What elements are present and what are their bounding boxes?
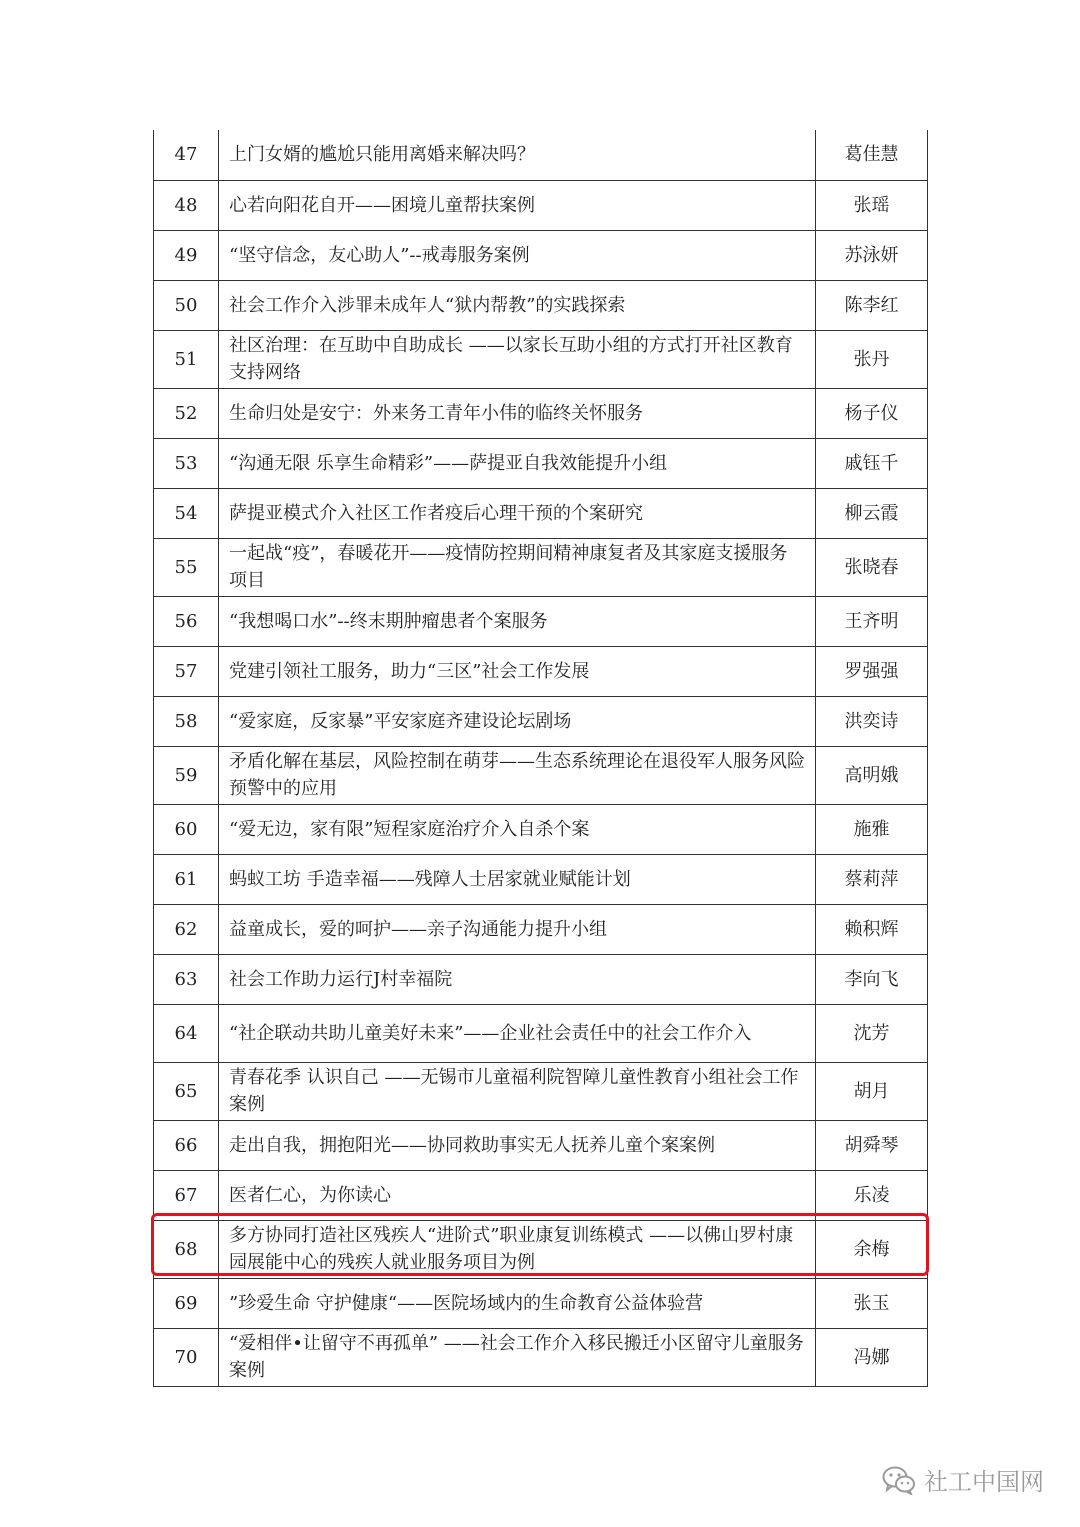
author-name: 冯娜 bbox=[816, 1328, 928, 1386]
table-row bbox=[154, 130, 928, 180]
case-list-body bbox=[154, 130, 928, 1386]
case-title: “爱无边，家有限”短程家庭治疗介入自杀个案 bbox=[219, 804, 816, 854]
case-title: 心若向阳花自开——困境儿童帮扶案例 bbox=[219, 180, 816, 230]
author-name: 张晓春 bbox=[816, 538, 928, 596]
case-title: 社会工作助力运行J村幸福院 bbox=[219, 954, 816, 1004]
case-title: 多方协同打造社区残疾人“进阶式”职业康复训练模式 ——以佛山罗村康园展能中心的残疾人就业服务项目为例 bbox=[219, 1220, 816, 1278]
wechat-icon bbox=[882, 1465, 916, 1495]
case-title: 医者仁心，为你读心 bbox=[219, 1170, 816, 1220]
case-title: ”珍爱生命 守护健康“——医院场域内的生命教育公益体验营 bbox=[219, 1278, 816, 1328]
author-name: 柳云霞 bbox=[816, 488, 928, 538]
table-row bbox=[154, 1004, 928, 1062]
row-number: 62 bbox=[154, 904, 219, 954]
table-row bbox=[154, 180, 928, 230]
author-name: 王齐明 bbox=[816, 596, 928, 646]
author-name: 高明娥 bbox=[816, 746, 928, 804]
row-number: 52 bbox=[154, 388, 219, 438]
case-title: 社会工作介入涉罪未成年人“狱内帮教”的实践探索 bbox=[219, 280, 816, 330]
case-title: 青春花季 认识自己 ——无锡市儿童福利院智障儿童性教育小组社会工作案例 bbox=[219, 1062, 816, 1120]
table-row bbox=[154, 1278, 928, 1328]
table-row bbox=[154, 954, 928, 1004]
author-name: 罗强强 bbox=[816, 646, 928, 696]
table-row bbox=[154, 696, 928, 746]
author-name: 胡月 bbox=[816, 1062, 928, 1120]
row-number: 56 bbox=[154, 596, 219, 646]
table-row bbox=[154, 1120, 928, 1170]
author-name: 余梅 bbox=[816, 1220, 928, 1278]
table-row bbox=[154, 804, 928, 854]
row-number: 53 bbox=[154, 438, 219, 488]
author-name: 沈芳 bbox=[816, 1004, 928, 1062]
author-name: 张丹 bbox=[816, 330, 928, 388]
author-name: 赖积辉 bbox=[816, 904, 928, 954]
case-title: 社区治理：在互助中自助成长 ——以家长互助小组的方式打开社区教育支持网络 bbox=[219, 330, 816, 388]
table-row bbox=[154, 854, 928, 904]
row-number: 60 bbox=[154, 804, 219, 854]
author-name: 葛佳慧 bbox=[816, 130, 928, 180]
row-number: 66 bbox=[154, 1120, 219, 1170]
table-row bbox=[154, 1328, 928, 1386]
table-row bbox=[154, 646, 928, 696]
case-title: “坚守信念，友心助人”--戒毒服务案例 bbox=[219, 230, 816, 280]
table-row bbox=[154, 488, 928, 538]
table-row bbox=[154, 904, 928, 954]
row-number: 47 bbox=[154, 130, 219, 180]
table-row bbox=[154, 230, 928, 280]
case-title: 矛盾化解在基层，风险控制在萌芽——生态系统理论在退役军人服务风险预警中的应用 bbox=[219, 746, 816, 804]
table-row bbox=[154, 388, 928, 438]
row-number: 50 bbox=[154, 280, 219, 330]
table-row bbox=[154, 1062, 928, 1120]
case-title: 党建引领社工服务，助力“三区”社会工作发展 bbox=[219, 646, 816, 696]
author-name: 戚钰千 bbox=[816, 438, 928, 488]
row-number: 48 bbox=[154, 180, 219, 230]
row-number: 70 bbox=[154, 1328, 219, 1386]
author-name: 施雅 bbox=[816, 804, 928, 854]
author-name: 蔡莉萍 bbox=[816, 854, 928, 904]
row-number: 49 bbox=[154, 230, 219, 280]
row-number: 63 bbox=[154, 954, 219, 1004]
case-title: 萨提亚模式介入社区工作者疫后心理干预的个案研究 bbox=[219, 488, 816, 538]
case-title: 蚂蚁工坊 手造幸福——残障人士居家就业赋能计划 bbox=[219, 854, 816, 904]
case-title: “社企联动共助儿童美好未来”——企业社会责任中的社会工作介入 bbox=[219, 1004, 816, 1062]
row-number: 68 bbox=[154, 1220, 219, 1278]
case-title: 上门女婿的尴尬只能用离婚来解决吗？ bbox=[219, 130, 816, 180]
author-name: 李向飞 bbox=[816, 954, 928, 1004]
author-name: 乐凌 bbox=[816, 1170, 928, 1220]
row-number: 59 bbox=[154, 746, 219, 804]
author-name: 胡舜琴 bbox=[816, 1120, 928, 1170]
row-number: 69 bbox=[154, 1278, 219, 1328]
table-row bbox=[154, 538, 928, 596]
author-name: 洪奕诗 bbox=[816, 696, 928, 746]
author-name: 陈李红 bbox=[816, 280, 928, 330]
table-row bbox=[154, 746, 928, 804]
author-name: 张玉 bbox=[816, 1278, 928, 1328]
author-name: 苏泳妍 bbox=[816, 230, 928, 280]
row-number: 51 bbox=[154, 330, 219, 388]
author-name: 杨子仪 bbox=[816, 388, 928, 438]
watermark-text: 社工中国网 bbox=[924, 1468, 1044, 1496]
case-title: “我想喝口水”--终末期肿瘤患者个案服务 bbox=[219, 596, 816, 646]
case-title: “沟通无限 乐享生命精彩”——萨提亚自我效能提升小组 bbox=[219, 438, 816, 488]
case-title: “爱相伴•让留守不再孤单” ——社会工作介入移民搬迁小区留守儿童服务案例 bbox=[219, 1328, 816, 1386]
author-name: 张瑶 bbox=[816, 180, 928, 230]
case-title: 一起战“疫”，春暖花开——疫情防控期间精神康复者及其家庭支援服务项目 bbox=[219, 538, 816, 596]
row-number: 65 bbox=[154, 1062, 219, 1120]
row-number: 57 bbox=[154, 646, 219, 696]
watermark bbox=[882, 1462, 1044, 1497]
table-row bbox=[154, 280, 928, 330]
row-number: 64 bbox=[154, 1004, 219, 1062]
row-number: 67 bbox=[154, 1170, 219, 1220]
table-row bbox=[154, 1170, 928, 1220]
case-title: “爱家庭，反家暴”平安家庭齐建设论坛剧场 bbox=[219, 696, 816, 746]
table-row bbox=[154, 330, 928, 388]
row-number: 58 bbox=[154, 696, 219, 746]
case-title: 生命归处是安宁：外来务工青年小伟的临终关怀服务 bbox=[219, 388, 816, 438]
table-row bbox=[154, 438, 928, 488]
row-number: 54 bbox=[154, 488, 219, 538]
case-title: 益童成长，爱的呵护——亲子沟通能力提升小组 bbox=[219, 904, 816, 954]
case-list-table bbox=[153, 130, 928, 1387]
table-row-highlighted bbox=[154, 1220, 928, 1278]
row-number: 61 bbox=[154, 854, 219, 904]
row-number: 55 bbox=[154, 538, 219, 596]
table-row bbox=[154, 596, 928, 646]
case-title: 走出自我，拥抱阳光——协同救助事实无人抚养儿童个案案例 bbox=[219, 1120, 816, 1170]
